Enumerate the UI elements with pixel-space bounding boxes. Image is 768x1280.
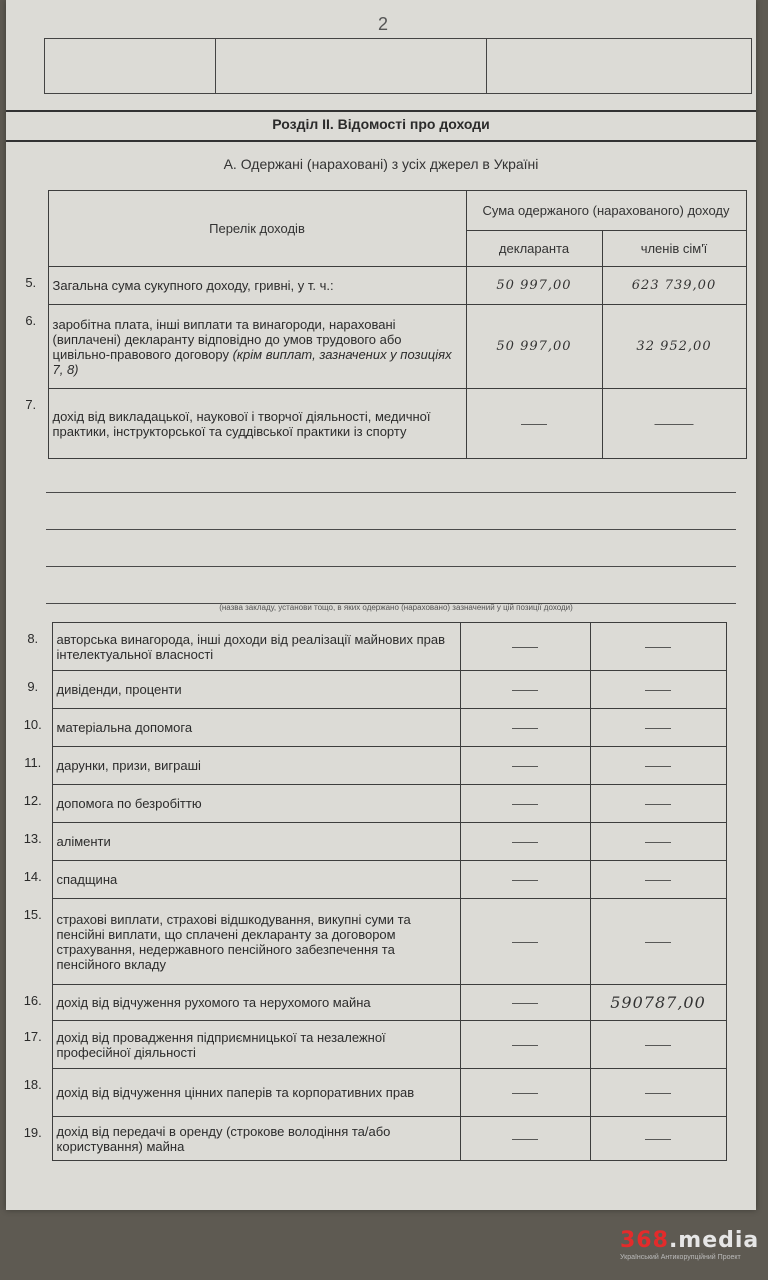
table-row: 10. матеріальна допомога —— —— bbox=[14, 709, 726, 747]
site-logo: 368.media Український Антикорупційний Проект bbox=[620, 1228, 760, 1261]
table-row: 17. дохід від провадження підприємницької та незалежної професійної діяльності —— —— bbox=[14, 1021, 726, 1069]
family-value: 623 739,00 bbox=[602, 267, 746, 305]
institution-caption: (назва закладу, установи тощо, в яких одержано (нараховано) зазначений у цій позиції доходи) bbox=[219, 603, 573, 612]
table-row: 12. допомога по безробіттю —— —— bbox=[14, 785, 726, 823]
declarant-value: 50 997,00 bbox=[466, 267, 602, 305]
table-row: 13. аліменти —— —— bbox=[14, 823, 726, 861]
header-family: членів сім'ї bbox=[602, 231, 746, 267]
header-declarant: декларанта bbox=[466, 231, 602, 267]
table-row: 6. заробітна плата, інші виплати та винагороди, нараховані (виплачені) декларанту відповідно до умов трудового або цивільно-правового договору (крім виплат, зазначених у позиціях 7, 8) 50 997,00 32 952,00 bbox=[14, 305, 746, 389]
table-row: 19. дохід від передачі в оренду (строкове володіння та/або користування) майна —— —— bbox=[14, 1117, 726, 1161]
section-rule-bottom bbox=[6, 140, 756, 142]
table-row: 11. дарунки, призи, виграші —— —— bbox=[14, 747, 726, 785]
header-sum-label: Сума одержаного (нарахованого) доходу bbox=[466, 191, 746, 231]
table-row: 15. страхові виплати, страхові відшкодування, викупні суми та пенсійні виплати, що сплачені декларанту за договором страхування, недержавного пенсійного забезпечення та пенсійного вкладу —— —— bbox=[14, 899, 726, 985]
table-row: 5. Загальна сума сукупного доходу, гривні, у т. ч.: 50 997,00 623 739,00 bbox=[14, 267, 746, 305]
family-value: 590787,00 bbox=[590, 985, 726, 1021]
declarant-value: 50 997,00 bbox=[466, 305, 602, 389]
family-value: 32 952,00 bbox=[602, 305, 746, 389]
header-list-label: Перелік доходів bbox=[48, 191, 466, 267]
table-row: 9. дивіденди, проценти —— —— bbox=[14, 671, 726, 709]
subsection-title: А. Одержані (нараховані) з усіх джерел в Україні bbox=[223, 156, 539, 172]
previous-section-table bbox=[44, 38, 752, 94]
blank-entry-lines bbox=[46, 456, 736, 604]
table-row: 18. дохід від відчуження цінних паперів та корпоративних прав —— —— bbox=[14, 1069, 726, 1117]
income-table-top bbox=[14, 190, 747, 459]
section-rule-top bbox=[6, 110, 756, 112]
table-row: 7. дохід від викладацької, наукової і творчої діяльності, медичної практики, інструкторської та суддівської практики із спорту —— ——— bbox=[14, 389, 746, 459]
table-row: 16. дохід від відчуження рухомого та нерухомого майна —— 590787,00 bbox=[14, 985, 726, 1021]
table-row: 8. авторська винагорода, інші доходи від реалізації майнових прав інтелектуальної власності —— —— bbox=[14, 623, 726, 671]
income-table-bottom bbox=[14, 622, 727, 1161]
table-row: 14. спадщина —— —— bbox=[14, 861, 726, 899]
section-title: Розділ ІІ. Відомості про доходи bbox=[272, 116, 490, 132]
logo-tagline: Український Антикорупційний Проект bbox=[620, 1254, 741, 1261]
page-number: 2 bbox=[378, 14, 389, 34]
document-page bbox=[6, 0, 756, 1210]
